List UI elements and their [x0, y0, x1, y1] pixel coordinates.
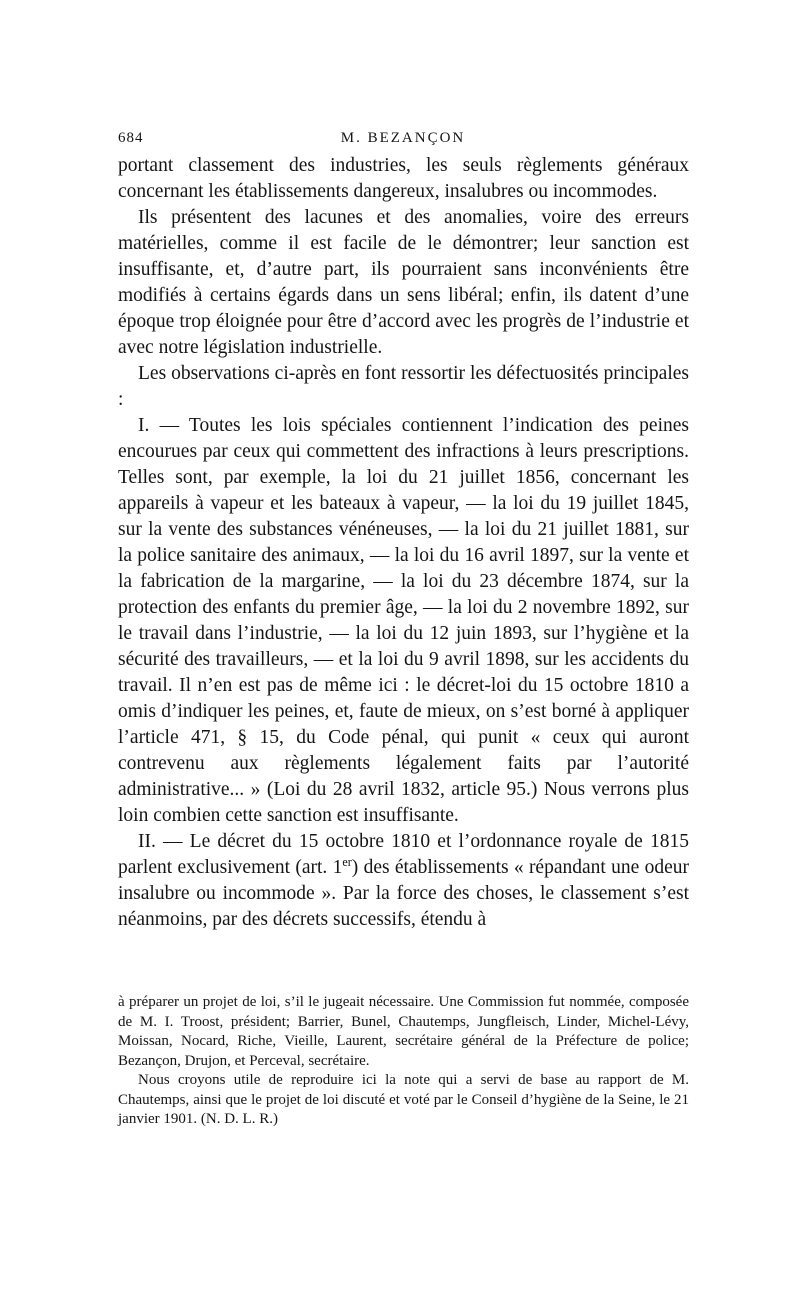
ordinal-superscript: er: [342, 854, 352, 869]
paragraph-5-end: ) des établissements « répandant une odeur insalubre ou incommode ». Par la force des choses, le classement s’est néanmoins, par des décrets successifs, étendu à: [118, 857, 689, 930]
running-title: M. BEZANÇON: [340, 130, 466, 146]
paragraph-3: Les observations ci-après en font ressortir les défectuosités principales :: [118, 363, 689, 410]
page-number: 684: [118, 130, 144, 146]
paragraph-1: portant classement des industries, les seuls règlements généraux concernant les établissements dangereux, insalubres ou incommodes.: [118, 155, 689, 202]
running-head: [118, 130, 688, 150]
footnotes: [118, 993, 689, 1130]
main-text: [118, 153, 689, 933]
footnote-2: Nous croyons utile de reproduire ici la note qui a servi de base au rapport de M. Chautemps, ainsi que le projet de loi discuté et voté par le Conseil d’hygiène de la Seine, le 21 janvier 1901. (N. D. L. R.): [118, 1072, 689, 1127]
paragraph-4: I. — Toutes les lois spéciales contiennent l’indication des peines encourues par ceux qui commettent des infractions à leurs prescriptions. Telles sont, par exemple, la loi du 21 juillet 1856, concernant les appareils à vapeur et les bateaux à vapeur, — la loi du 19 juillet 1845, sur la vente des substances vénéneuses, — la loi du 21 juillet 1881, sur la police sanitaire des animaux, — la loi du 16 avril 1897, sur la vente et la fabrication de la margarine, — la loi du 23 décembre 1874, sur la protection des enfants du premier âge, — la loi du 2 novembre 1892, sur le travail dans l’industrie, — la loi du 12 juin 1893, sur l’hygiène et la sécurité des travailleurs, — et la loi du 9 avril 1898, sur les accidents du travail. Il n’en est pas de même ici : le décret-loi du 15 octobre 1810 a omis d’indiquer les peines, et, faute de mieux, on s’est borné à appliquer l’article 471, § 15, du Code pénal, qui punit « ceux qui auront contrevenu aux règlements légalement faits par l’autorité administrative... » (Loi du 28 avril 1832, article 95.) Nous verrons plus loin combien cette sanction est insuffisante.: [118, 415, 689, 826]
footnote-1: à préparer un projet de loi, s’il le jugeait nécessaire. Une Commission fut nommée, composée de M. I. Troost, président; Barrier, Bunel, Chautemps, Jungfleisch, Linder, Michel-Lévy, Moissan, Nocard, Riche, Vieille, Laurent, secrétaire général de la Préfecture de police; Bezançon, Drujon, et Perceval, secrétaire.: [118, 994, 689, 1069]
paragraph-5-start: II. — Le décret du 15 octobre 1810 et l’ordonnance royale de 1815 parlent exclusivement (art. 1: [118, 831, 689, 878]
paragraph-2: Ils présentent des lacunes et des anomalies, voire des erreurs matérielles, comme il est facile de le démontrer; leur sanction est insuffisante, et, d’autre part, ils pourraient sans inconvénients être modifiés à certains égards dans un sens libéral; enfin, ils datent d’une époque trop éloignée pour être d’accord avec les progrès de l’industrie et avec notre législation industrielle.: [118, 207, 689, 358]
paragraph-5: [118, 829, 689, 933]
